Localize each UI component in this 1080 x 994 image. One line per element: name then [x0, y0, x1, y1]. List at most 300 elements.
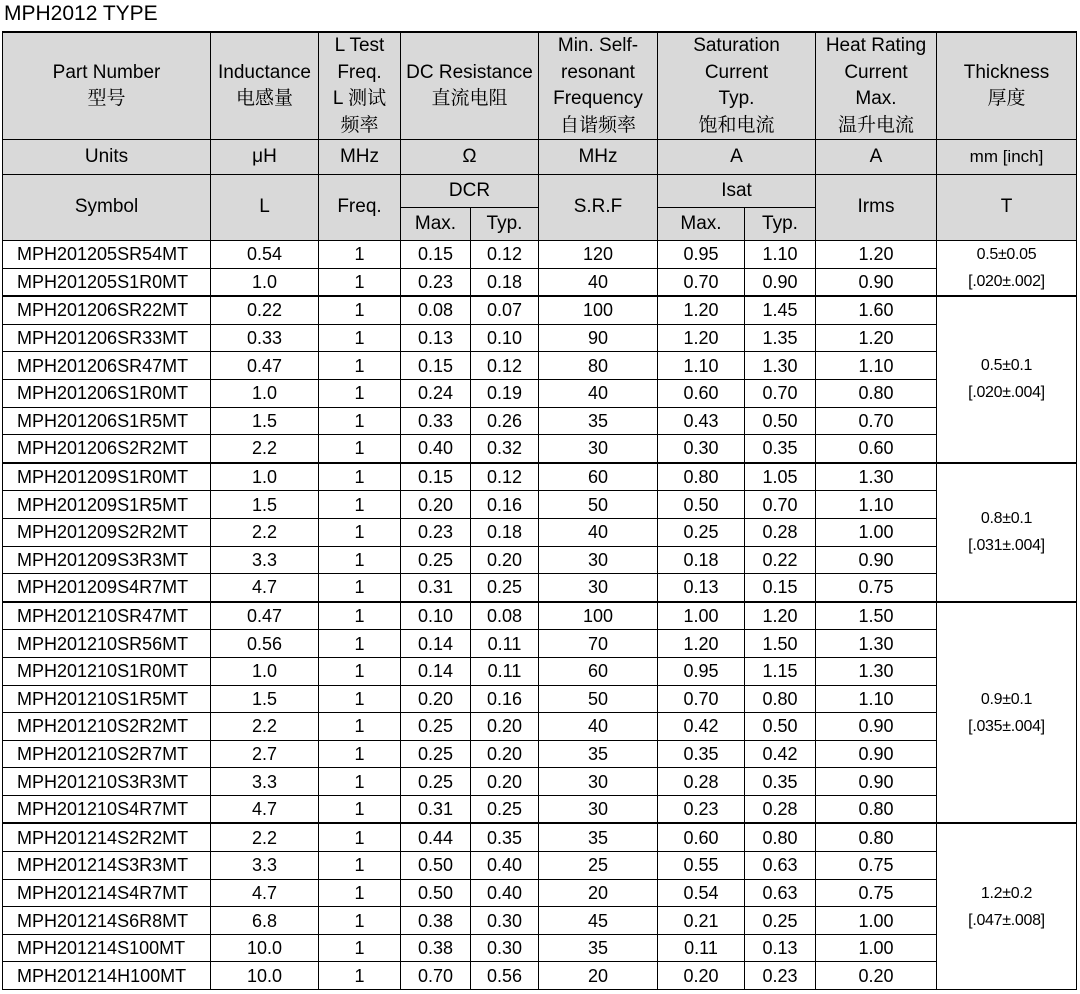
cell-part-number: MPH201209S1R0MT: [3, 463, 211, 491]
symbol-srf: S.R.F: [539, 175, 658, 241]
cell-part-number: MPH201210S4R7MT: [3, 795, 211, 823]
cell-irms: 0.75: [816, 879, 937, 907]
cell-inductance: 6.8: [211, 907, 319, 935]
cell-dcr-max: 0.15: [401, 241, 471, 269]
cell-dcr-max: 0.38: [401, 934, 471, 962]
cell-inductance: 4.7: [211, 879, 319, 907]
header-freq-line3: L 测试: [332, 88, 387, 109]
table-row: [3, 685, 1077, 713]
header-srf-line1: Min. Self-: [557, 35, 639, 56]
cell-isat-typ: 0.50: [745, 407, 816, 435]
cell-test-freq: 1: [319, 407, 401, 435]
cell-dcr-max: 0.44: [401, 823, 471, 851]
table-row: [3, 574, 1077, 602]
cell-part-number: MPH201214S4R7MT: [3, 879, 211, 907]
symbol-freq: Freq.: [319, 175, 401, 241]
cell-isat-max: 0.30: [658, 435, 745, 463]
cell-isat-max: 1.10: [658, 352, 745, 380]
cell-thickness: [937, 296, 1077, 463]
symbol-isat-max: Max.: [658, 208, 745, 241]
cell-srf: 35: [539, 823, 658, 851]
cell-inductance: 2.7: [211, 740, 319, 768]
cell-part-number: MPH201214H100MT: [3, 962, 211, 990]
cell-inductance: 3.3: [211, 852, 319, 880]
cell-dcr-typ: 0.18: [471, 268, 539, 296]
table-row: [3, 713, 1077, 741]
cell-srf: 25: [539, 852, 658, 880]
cell-test-freq: 1: [319, 491, 401, 519]
cell-srf: 30: [539, 546, 658, 574]
cell-irms: 0.90: [816, 268, 937, 296]
thickness-mm: 0.8±0.1: [980, 510, 1033, 528]
cell-srf: 50: [539, 685, 658, 713]
cell-srf: 70: [539, 630, 658, 658]
cell-dcr-typ: 0.18: [471, 518, 539, 546]
cell-part-number: MPH201210S2R7MT: [3, 740, 211, 768]
symbol-dcr-max: Max.: [401, 208, 471, 241]
table-row: [3, 324, 1077, 352]
cell-inductance: 1.0: [211, 657, 319, 685]
cell-inductance: 1.0: [211, 379, 319, 407]
table-row: [3, 491, 1077, 519]
cell-isat-max: 0.60: [658, 379, 745, 407]
cell-isat-max: 0.13: [658, 574, 745, 602]
header-heat-rating: [816, 32, 937, 140]
table-row: [3, 962, 1077, 990]
table-row: [3, 879, 1077, 907]
cell-inductance: 2.2: [211, 435, 319, 463]
cell-thickness: [937, 602, 1077, 824]
header-thickness: [937, 32, 1077, 140]
header-heat-line1: Heat Rating: [825, 35, 927, 56]
cell-thickness: [937, 241, 1077, 297]
table-row: [3, 823, 1077, 851]
thickness-mm: 0.5±0.1: [980, 357, 1033, 375]
cell-isat-typ: 0.25: [745, 907, 816, 935]
cell-isat-typ: 1.20: [745, 602, 816, 630]
cell-dcr-typ: 0.40: [471, 879, 539, 907]
cell-test-freq: 1: [319, 795, 401, 823]
cell-inductance: 1.0: [211, 268, 319, 296]
cell-dcr-typ: 0.12: [471, 352, 539, 380]
cell-isat-max: 0.50: [658, 491, 745, 519]
header-inductance: [211, 32, 319, 140]
cell-dcr-max: 0.70: [401, 962, 471, 990]
cell-test-freq: 1: [319, 574, 401, 602]
cell-dcr-max: 0.24: [401, 379, 471, 407]
cell-dcr-typ: 0.26: [471, 407, 539, 435]
units-srf: MHz: [539, 140, 658, 175]
cell-isat-typ: 1.50: [745, 630, 816, 658]
cell-dcr-max: 0.25: [401, 546, 471, 574]
cell-srf: 35: [539, 934, 658, 962]
cell-srf: 35: [539, 740, 658, 768]
cell-isat-typ: 0.28: [745, 795, 816, 823]
table-row: [3, 740, 1077, 768]
cell-dcr-max: 0.25: [401, 740, 471, 768]
cell-test-freq: 1: [319, 657, 401, 685]
cell-inductance: 3.3: [211, 546, 319, 574]
units-heat: A: [816, 140, 937, 175]
thickness-mm: 0.9±0.1: [980, 690, 1033, 708]
cell-inductance: 0.54: [211, 241, 319, 269]
cell-irms: 0.80: [816, 795, 937, 823]
cell-test-freq: 1: [319, 907, 401, 935]
thickness-mm: 1.2±0.2: [980, 884, 1033, 902]
cell-test-freq: 1: [319, 463, 401, 491]
cell-dcr-typ: 0.30: [471, 907, 539, 935]
table-row: [3, 907, 1077, 935]
cell-dcr-typ: 0.40: [471, 852, 539, 880]
cell-dcr-typ: 0.56: [471, 962, 539, 990]
cell-irms: 1.00: [816, 907, 937, 935]
symbol-dcr-typ: Typ.: [471, 208, 539, 241]
header-sat-line2: Current: [704, 61, 769, 83]
cell-inductance: 0.56: [211, 630, 319, 658]
page-title: MPH2012 TYPE: [4, 2, 158, 25]
cell-srf: 40: [539, 379, 658, 407]
cell-dcr-max: 0.15: [401, 352, 471, 380]
header-heat-line3: Max.: [855, 88, 897, 109]
cell-srf: 120: [539, 241, 658, 269]
cell-test-freq: 1: [319, 740, 401, 768]
cell-isat-max: 0.18: [658, 546, 745, 574]
cell-irms: 0.20: [816, 962, 937, 990]
table-row: [3, 435, 1077, 463]
thickness-mm: 0.5±0.05: [976, 246, 1037, 264]
cell-part-number: MPH201210SR47MT: [3, 602, 211, 630]
cell-part-number: MPH201205SR54MT: [3, 241, 211, 269]
table-row: [3, 852, 1077, 880]
cell-dcr-typ: 0.20: [471, 713, 539, 741]
cell-dcr-typ: 0.20: [471, 768, 539, 796]
header-heat-line2: Current: [844, 61, 908, 83]
table-row: [3, 630, 1077, 658]
cell-irms: 1.30: [816, 657, 937, 685]
cell-irms: 0.90: [816, 740, 937, 768]
symbol-isat: Isat: [658, 175, 816, 208]
header-srf-line2: resonant: [561, 61, 635, 83]
cell-srf: 50: [539, 491, 658, 519]
cell-dcr-max: 0.40: [401, 435, 471, 463]
header-part-en: Part Number: [52, 61, 161, 83]
cell-srf: 20: [539, 962, 658, 990]
cell-isat-typ: 0.70: [745, 491, 816, 519]
cell-part-number: MPH201206SR22MT: [3, 296, 211, 324]
cell-isat-typ: 0.80: [745, 685, 816, 713]
cell-test-freq: 1: [319, 352, 401, 380]
header-sat-line1: Saturation: [693, 35, 780, 56]
cell-srf: 60: [539, 463, 658, 491]
units-sat: A: [658, 140, 816, 175]
cell-dcr-max: 0.08: [401, 296, 471, 324]
cell-isat-typ: 0.22: [745, 546, 816, 574]
cell-isat-typ: 1.05: [745, 463, 816, 491]
cell-dcr-max: 0.23: [401, 268, 471, 296]
table-row: [3, 379, 1077, 407]
cell-irms: 0.75: [816, 852, 937, 880]
header-dcr-cn: 直流电阻: [431, 88, 508, 109]
cell-srf: 40: [539, 518, 658, 546]
cell-irms: 0.75: [816, 574, 937, 602]
cell-part-number: MPH201206SR33MT: [3, 324, 211, 352]
thickness-inch: [.035±.004]: [968, 717, 1045, 735]
table-row: [3, 463, 1077, 491]
cell-isat-typ: 0.50: [745, 713, 816, 741]
cell-dcr-max: 0.20: [401, 491, 471, 519]
table-row: [3, 934, 1077, 962]
header-part-cn: 型号: [87, 88, 126, 109]
cell-isat-typ: 0.28: [745, 518, 816, 546]
cell-dcr-max: 0.38: [401, 907, 471, 935]
cell-irms: 1.30: [816, 463, 937, 491]
cell-isat-typ: 1.30: [745, 352, 816, 380]
cell-dcr-max: 0.31: [401, 574, 471, 602]
cell-inductance: 0.22: [211, 296, 319, 324]
cell-isat-max: 1.20: [658, 324, 745, 352]
cell-srf: 35: [539, 407, 658, 435]
header-heat-line4: 温升电流: [837, 114, 914, 136]
cell-srf: 30: [539, 574, 658, 602]
cell-test-freq: 1: [319, 879, 401, 907]
cell-dcr-typ: 0.30: [471, 934, 539, 962]
cell-isat-max: 0.95: [658, 657, 745, 685]
cell-part-number: MPH201210S2R2MT: [3, 713, 211, 741]
header-srf-line3: Frequency: [553, 88, 643, 109]
cell-dcr-typ: 0.12: [471, 241, 539, 269]
cell-inductance: 0.33: [211, 324, 319, 352]
cell-dcr-max: 0.13: [401, 324, 471, 352]
cell-srf: 100: [539, 296, 658, 324]
cell-inductance: 1.5: [211, 407, 319, 435]
units-freq: MHz: [319, 140, 401, 175]
cell-part-number: MPH201210SR56MT: [3, 630, 211, 658]
cell-isat-typ: 0.13: [745, 934, 816, 962]
cell-isat-typ: 0.63: [745, 879, 816, 907]
cell-isat-max: 0.35: [658, 740, 745, 768]
table-row: [3, 241, 1077, 269]
cell-inductance: 2.2: [211, 518, 319, 546]
cell-isat-max: 0.21: [658, 907, 745, 935]
header-saturation-current: [658, 32, 816, 140]
cell-irms: 1.00: [816, 934, 937, 962]
cell-irms: 1.30: [816, 630, 937, 658]
cell-dcr-typ: 0.25: [471, 574, 539, 602]
cell-irms: 1.10: [816, 491, 937, 519]
cell-test-freq: 1: [319, 768, 401, 796]
cell-dcr-max: 0.25: [401, 713, 471, 741]
symbol-thickness: T: [937, 175, 1077, 241]
cell-isat-max: 0.54: [658, 879, 745, 907]
cell-dcr-max: 0.25: [401, 768, 471, 796]
cell-isat-max: 0.42: [658, 713, 745, 741]
cell-test-freq: 1: [319, 630, 401, 658]
cell-inductance: 1.0: [211, 463, 319, 491]
thickness-inch: [.047±.008]: [968, 911, 1045, 929]
cell-part-number: MPH201206S1R0MT: [3, 379, 211, 407]
cell-part-number: MPH201214S3R3MT: [3, 852, 211, 880]
cell-irms: 1.10: [816, 685, 937, 713]
cell-irms: 0.80: [816, 379, 937, 407]
cell-srf: 45: [539, 907, 658, 935]
header-sat-line3: Typ.: [718, 88, 755, 109]
cell-srf: 40: [539, 713, 658, 741]
cell-srf: 30: [539, 768, 658, 796]
header-row-units: [3, 140, 1077, 175]
header-thick-en: Thickness: [963, 61, 1050, 83]
cell-inductance: 1.5: [211, 685, 319, 713]
header-freq-line1: L Test: [334, 35, 385, 56]
cell-dcr-typ: 0.11: [471, 630, 539, 658]
cell-isat-max: 1.00: [658, 602, 745, 630]
cell-inductance: 3.3: [211, 768, 319, 796]
cell-test-freq: 1: [319, 934, 401, 962]
cell-isat-typ: 1.15: [745, 657, 816, 685]
cell-isat-typ: 1.45: [745, 296, 816, 324]
cell-dcr-typ: 0.10: [471, 324, 539, 352]
symbol-irms: Irms: [816, 175, 937, 241]
table-body: [3, 241, 1077, 990]
cell-part-number: MPH201209S4R7MT: [3, 574, 211, 602]
cell-isat-typ: 0.23: [745, 962, 816, 990]
cell-part-number: MPH201206SR47MT: [3, 352, 211, 380]
thickness-inch: [.020±.004]: [968, 384, 1045, 402]
cell-part-number: MPH201210S3R3MT: [3, 768, 211, 796]
cell-srf: 80: [539, 352, 658, 380]
cell-isat-typ: 0.42: [745, 740, 816, 768]
spec-table-wrapper: [2, 31, 1077, 990]
header-sat-line4: 饱和电流: [698, 114, 775, 136]
cell-inductance: 10.0: [211, 934, 319, 962]
cell-isat-max: 0.95: [658, 241, 745, 269]
cell-dcr-max: 0.14: [401, 630, 471, 658]
table-row: [3, 268, 1077, 296]
cell-dcr-max: 0.31: [401, 795, 471, 823]
header-freq-line4: 频率: [340, 114, 379, 136]
symbol-inductance: L: [211, 175, 319, 241]
header-ind-en: Inductance: [218, 61, 311, 83]
cell-dcr-typ: 0.20: [471, 546, 539, 574]
cell-isat-typ: 1.35: [745, 324, 816, 352]
cell-srf: 30: [539, 795, 658, 823]
header-ind-cn: 电感量: [235, 88, 293, 109]
cell-dcr-typ: 0.35: [471, 823, 539, 851]
cell-inductance: 0.47: [211, 602, 319, 630]
symbol-label: Symbol: [3, 175, 211, 241]
cell-isat-max: 0.70: [658, 268, 745, 296]
cell-test-freq: 1: [319, 713, 401, 741]
cell-srf: 60: [539, 657, 658, 685]
cell-dcr-typ: 0.08: [471, 602, 539, 630]
table-row: [3, 795, 1077, 823]
cell-part-number: MPH201206S2R2MT: [3, 435, 211, 463]
cell-dcr-max: 0.20: [401, 685, 471, 713]
cell-test-freq: 1: [319, 435, 401, 463]
cell-isat-typ: 0.90: [745, 268, 816, 296]
cell-dcr-max: 0.14: [401, 657, 471, 685]
cell-test-freq: 1: [319, 823, 401, 851]
cell-dcr-typ: 0.12: [471, 463, 539, 491]
cell-srf: 30: [539, 435, 658, 463]
cell-isat-max: 0.25: [658, 518, 745, 546]
units-thickness: mm [inch]: [937, 140, 1077, 175]
table-row: [3, 657, 1077, 685]
header-row-symbols: [3, 175, 1077, 208]
table-row: [3, 518, 1077, 546]
cell-irms: 1.20: [816, 324, 937, 352]
header-srf-line4: 自谐频率: [559, 114, 636, 136]
cell-dcr-typ: 0.07: [471, 296, 539, 324]
header-thick-cn: 厚度: [987, 88, 1026, 109]
table-row: [3, 296, 1077, 324]
thickness-inch: [.031±.004]: [968, 537, 1045, 555]
cell-test-freq: 1: [319, 852, 401, 880]
cell-inductance: 2.2: [211, 713, 319, 741]
cell-isat-max: 0.55: [658, 852, 745, 880]
cell-dcr-max: 0.10: [401, 602, 471, 630]
cell-part-number: MPH201210S1R0MT: [3, 657, 211, 685]
cell-isat-max: 0.43: [658, 407, 745, 435]
cell-test-freq: 1: [319, 268, 401, 296]
header-srf: [539, 32, 658, 140]
table-row: [3, 602, 1077, 630]
cell-dcr-typ: 0.25: [471, 795, 539, 823]
cell-isat-typ: 0.63: [745, 852, 816, 880]
cell-test-freq: 1: [319, 602, 401, 630]
cell-irms: 0.90: [816, 768, 937, 796]
cell-irms: 0.90: [816, 713, 937, 741]
cell-irms: 1.10: [816, 352, 937, 380]
cell-dcr-typ: 0.20: [471, 740, 539, 768]
table-row: [3, 768, 1077, 796]
cell-irms: 0.60: [816, 435, 937, 463]
symbol-dcr: DCR: [401, 175, 539, 208]
header-test-freq: [319, 32, 401, 140]
cell-isat-typ: 0.80: [745, 823, 816, 851]
cell-inductance: 0.47: [211, 352, 319, 380]
spec-table: [2, 31, 1077, 990]
cell-test-freq: 1: [319, 324, 401, 352]
cell-dcr-max: 0.50: [401, 852, 471, 880]
symbol-isat-typ: Typ.: [745, 208, 816, 241]
cell-part-number: MPH201209S3R3MT: [3, 546, 211, 574]
cell-part-number: MPH201206S1R5MT: [3, 407, 211, 435]
cell-isat-max: 0.11: [658, 934, 745, 962]
cell-test-freq: 1: [319, 518, 401, 546]
units-inductance: μH: [211, 140, 319, 175]
cell-isat-typ: 0.15: [745, 574, 816, 602]
units-dcr: Ω: [401, 140, 539, 175]
cell-irms: 0.90: [816, 546, 937, 574]
cell-part-number: MPH201209S1R5MT: [3, 491, 211, 519]
cell-irms: 1.50: [816, 602, 937, 630]
cell-isat-max: 0.28: [658, 768, 745, 796]
cell-irms: 0.80: [816, 823, 937, 851]
cell-dcr-typ: 0.16: [471, 491, 539, 519]
cell-dcr-max: 0.23: [401, 518, 471, 546]
cell-isat-max: 1.20: [658, 630, 745, 658]
cell-irms: 0.70: [816, 407, 937, 435]
thickness-inch: [.020±.002]: [968, 273, 1045, 291]
cell-dcr-max: 0.33: [401, 407, 471, 435]
table-row: [3, 352, 1077, 380]
cell-part-number: MPH201214S2R2MT: [3, 823, 211, 851]
cell-test-freq: 1: [319, 241, 401, 269]
cell-part-number: MPH201209S2R2MT: [3, 518, 211, 546]
header-freq-line2: Freq.: [337, 61, 382, 83]
cell-isat-max: 0.70: [658, 685, 745, 713]
cell-isat-typ: 1.10: [745, 241, 816, 269]
